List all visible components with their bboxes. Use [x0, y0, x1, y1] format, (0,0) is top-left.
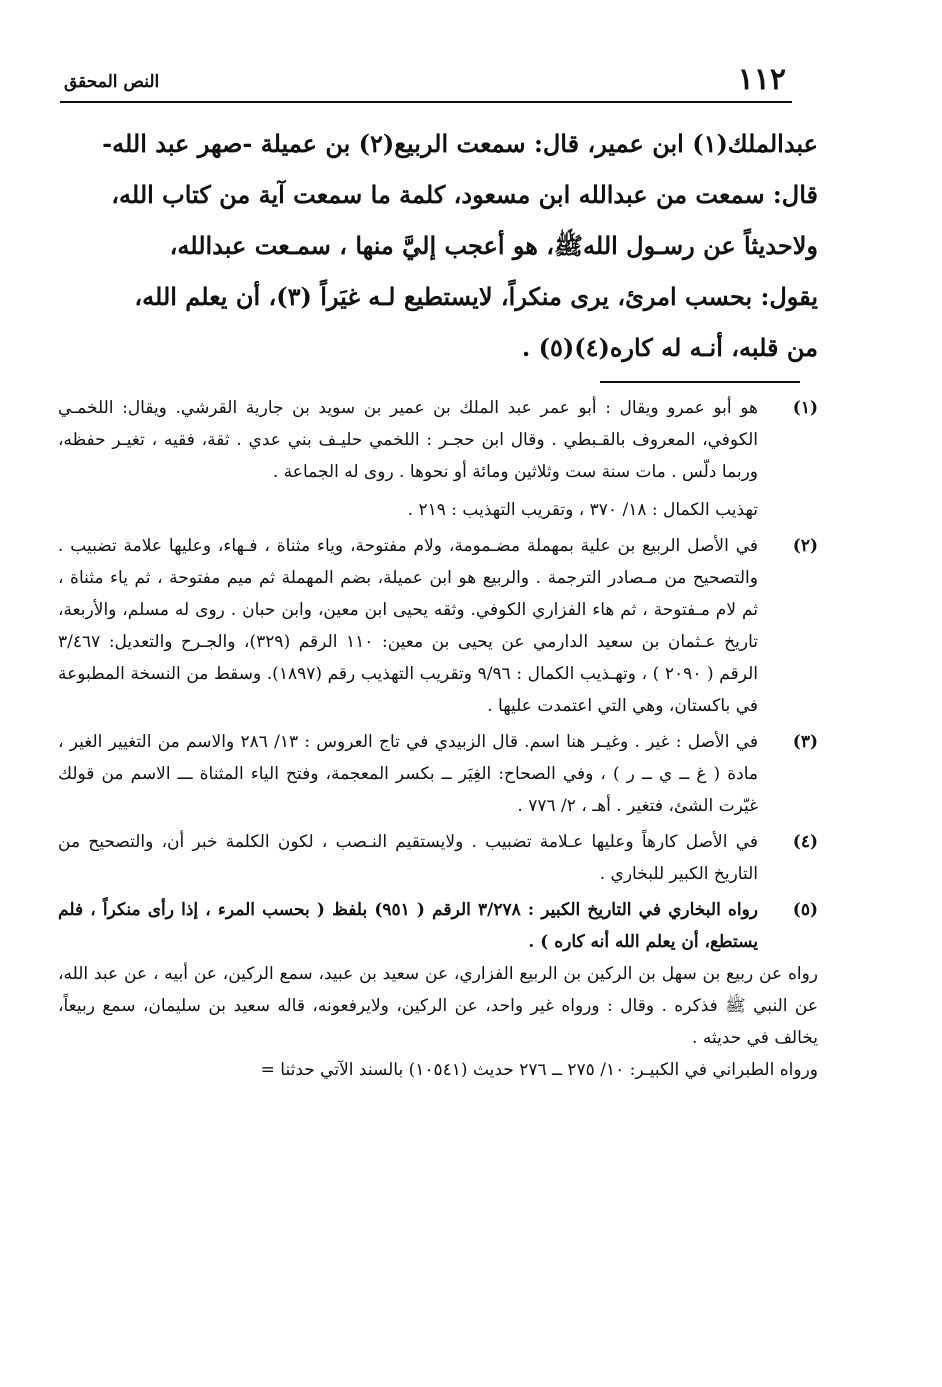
footnote-text: في الأصل الربيع بن علية بمهملة مضـمومة، ولام مفتوحة، وياء مثناة ، فـهاء، وعليها علامة تضبيب . والتصحيح من مـصادر الترجمة . والربيع هو ابن عميلة، بضم المهملة ثم ميم مفتوحة ، ثم ياء مثناة ، ثم لام مـفتوحة ، ثم هاء الفزاري الكوفي. وثقه يحيى ابن معين، وابن حبان . روى له مسلم، والأربعة، تاريخ عـثمان بن سعيد الدارمي عن يحيى بن معين: ١١٠ الرقم (٣٢٩)، والجـرح والتعديل: ٣/٤٦٧ الرقم ( ٢٠٩٠ ) ، وتهـذيب الكمال : ٩/٩٦ وتقريب التهذيب رقم (١٨٩٧). وسقط من النسخة المطبوعة في باكستان، وهي التي اعتمدت عليها . — [58, 536, 759, 716]
page-number: ١١٢ — [737, 62, 786, 97]
footnote-number: (٢) — [792, 536, 818, 556]
main-text-line: من قلبه، أنـه له كاره(٤)(٥) . — [521, 333, 818, 362]
main-text-line: عبدالملك(١) ابن عمير، قال: سمعت الربيع(٢) بن عميلة -صهر عبد الله- — [102, 129, 818, 158]
footnote-4 — [58, 826, 818, 890]
footnote-separator — [600, 381, 800, 383]
main-text-line: ولاحديثاً عن رسـول اللهﷺ، هو أعجب إليَّ منها ، سمـعت عبدالله، — [169, 231, 818, 260]
footnote-reference: تهذيب الكمال : ١٨/ ٣٧٠ ، وتقريب التهذيب : ٢١٩ . — [407, 500, 758, 520]
footnote-1 — [58, 392, 818, 526]
main-text — [58, 118, 818, 373]
footnote-number: (٣) — [792, 732, 818, 752]
footnote-text: رواه البخاري في التاريخ الكبير : ٣/٢٧٨ الرقم ( ٩٥١) بلفظ ( بحسب المرء ، إذا رأى منكراً ، فلم يستطع، أن يعلم الله أنه كاره ) . — [58, 900, 759, 952]
footnote-text: في الأصل : غير . وغيـر هنا اسم. قال الزبيدي في تاج العروس : ١٣/ ٢٨٦ والاسم من التغيير الغير ، مادة ( غ ــ ي ــ ر ) ، وفي الصحاح: الغِيَر ــ بكسر المعجمة، وفتح الياء المثناة ـــ الاسم من قولك غيّرت الشئ، فتغير . أهـ ، ٢/ ٧٧٦ . — [58, 732, 758, 816]
footnote-3 — [58, 726, 818, 822]
running-title: النص المحقق — [64, 72, 160, 92]
footnote-2 — [58, 530, 818, 722]
footnote-text: هو أبو عمرو ويقال : أبو عمر عبد الملك بن عمير بن سويد بن جارية القرشي. ويقال: اللخمـي الكوفي، المعروف بالقـبطي . وقال ابن حجـر : اللخمي حليـف بني عدي . ثقة، فقيه ، تغيـر حفظه، وربما دلّس . مات سنة ست وثلاثين ومائة أو نحوها . روى له الجماعة . — [58, 398, 758, 482]
footnote-text: ورواه الطبراني في الكبيـر: ١٠/ ٢٧٥ ــ ٢٧٦ حديث (١٠٥٤١) بالسند الآتي حدثنا = — [260, 1060, 818, 1080]
page-header — [60, 60, 792, 102]
footnote-number: (١) — [792, 398, 818, 418]
footnote-text: في الأصل كارهاً وعليها عـلامة تضبيب . ولايستقيم النـصب ، لكون الكلمة خبر أن، والتصحيح من التاريخ الكبير للبخاري . — [58, 832, 758, 884]
header-rule — [60, 101, 792, 103]
footnote-number: (٤) — [792, 832, 818, 852]
footnotes — [58, 392, 818, 1090]
main-text-line: يقول: بحسب امرئ، يرى منكراً، لايستطيع لـه غيَراً (٣)، أن يعلم الله، — [134, 282, 818, 311]
footnote-text: رواه عن ربيع بن سهل بن الركين بن الربيع الفزاري، عن سعيد بن عبيد، سمع الركين، عن أبيه ، عن عبد الله، عن النبي ﷺ فذكره . وقال : ورواه غير واحد، عن الركين، ولايرفعونه، قاله سعيد بن سليمان، سمع ربيعاً، يخالف في حديثه . — [58, 964, 818, 1048]
footnote-number: (٥) — [792, 900, 818, 920]
footnote-5 — [58, 894, 818, 1086]
main-text-line: قال: سمعت من عبدالله ابن مسعود، كلمة ما سمعت آية من كتاب الله، — [111, 180, 818, 209]
